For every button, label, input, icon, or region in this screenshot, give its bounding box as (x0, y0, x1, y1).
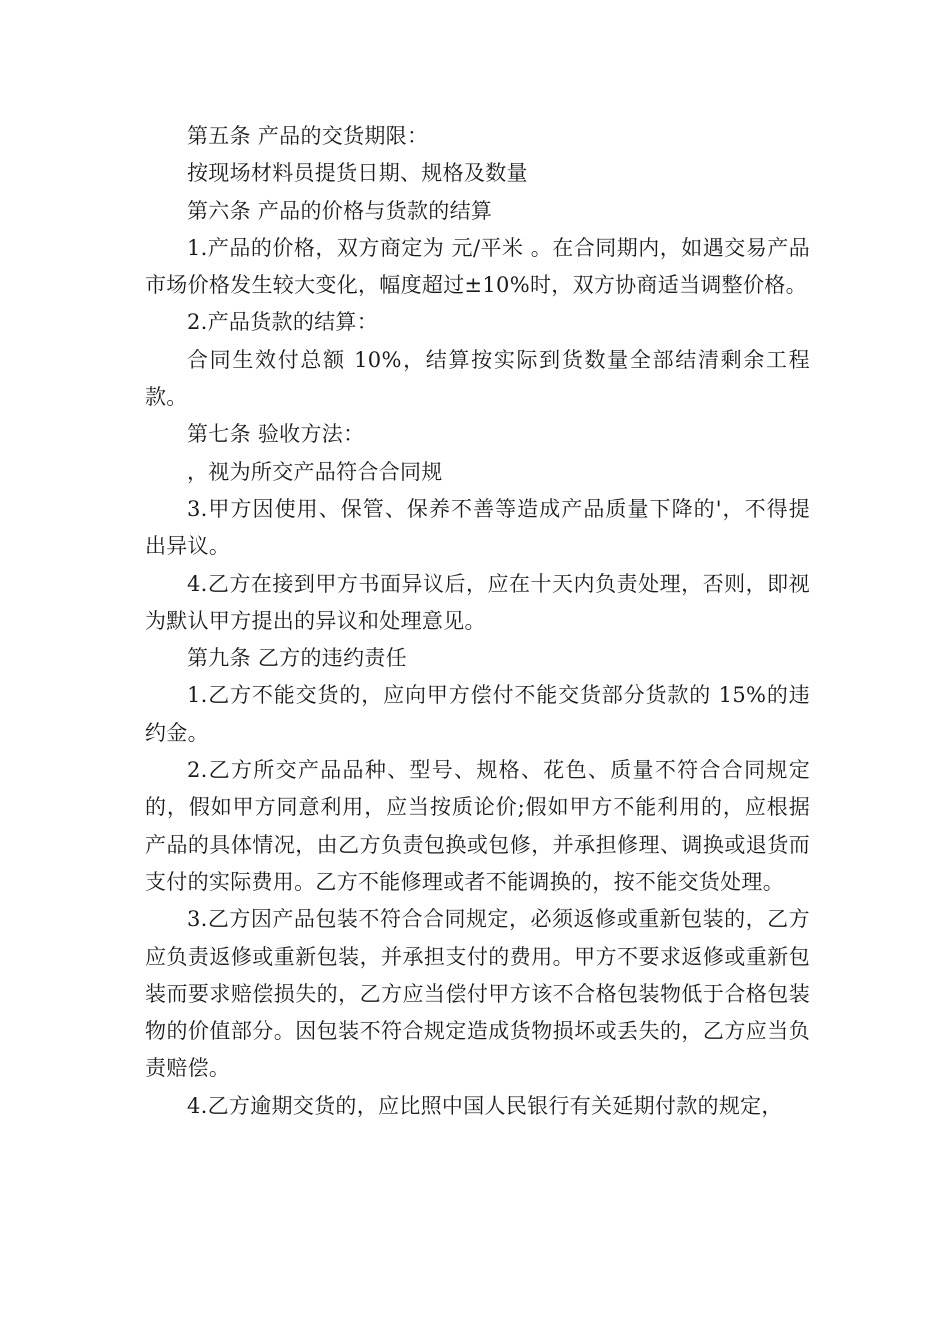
paragraph-settlement-heading: 2.产品货款的结算： (187, 310, 379, 335)
paragraph-objection-rule-3: 3.甲方因使用、保管、保养不善等造成产品质量下降的'，不得提出异议。 (145, 496, 810, 559)
paragraph-breach-1: 1.乙方不能交货的，应向甲方偿付不能交货部分货款的 15%的违约金。 (145, 683, 810, 745)
paragraph-breach-heading: 第九条 乙方的违约责任 (187, 646, 407, 671)
paragraph-delivery-term-heading: 第五条 产品的交货期限： (187, 124, 429, 148)
paragraph-breach-2: 2.乙方所交产品品种、型号、规格、花色、质量不符合合同规定的，假如甲方同意利用，应当按质论价;假如甲方不能利用的，应根据产品的具体情况，由乙方负责包换或包修，并承担修理、调换或退货而支付的实际费用。乙方不能修理或者不能调换的，按不能交货处理。 (145, 758, 810, 894)
paragraph-settlement-text: 合同生效付总额 10%，结算按实际到货数量全部结清剩余工程款。 (145, 347, 810, 410)
paragraph-delivery-term-text: 按现场材料员提货日期、规格及数量 (187, 161, 528, 186)
paragraph-breach-3: 3.乙方因产品包装不符合合同规定，必须返修或重新包装的，乙方应负责返修或重新包装，并承担支付的费用。甲方不要求返修或重新包装而要求赔偿损失的，乙方应当偿付甲方该不合格包装物低于合格包装物的价值部分。因包装不符合规定造成货物损坏或丢失的，乙方应当负责赔偿。 (145, 907, 810, 1081)
paragraph-objection-rule-4: 4.乙方在接到甲方书面异议后，应在十天内负责处理，否则，即视为默认甲方提出的异议和处理意见。 (145, 571, 810, 633)
paragraph-price: 1.产品的价格，双方商定为 元/平米 。在合同期内，如遇交易产品市场价格发生较大变化，幅度超过±10%时，双方协商适当调整价格。 (145, 235, 810, 298)
paragraph-acceptance-heading: 第七条 验收方法： (187, 422, 365, 447)
paragraph-breach-4: 4.乙方逾期交货的，应比照中国人民银行有关延期付款的规定， (187, 1093, 783, 1118)
document-body (145, 118, 810, 1125)
paragraph-price-settlement-heading: 第六条 产品的价格与货款的结算 (187, 198, 493, 223)
paragraph-acceptance-text: ，视为所交产品符合合同规 (187, 459, 443, 484)
